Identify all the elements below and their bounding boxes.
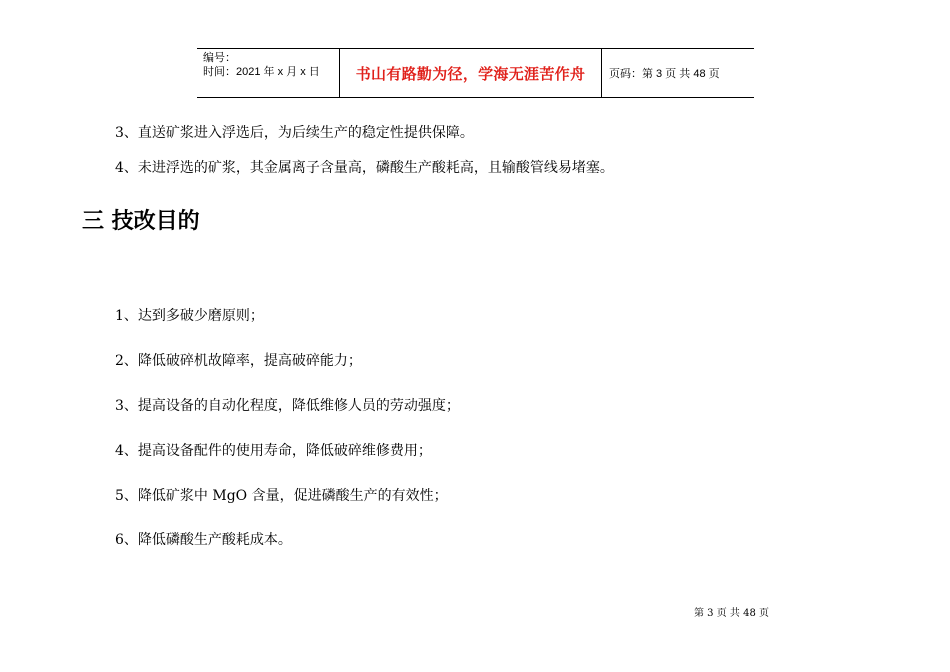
header-meta	[197, 49, 340, 97]
objective-item: 6、降低磷酸生产酸耗成本。	[115, 532, 292, 548]
header-page-code: 页码：第 3 页 共 48 页	[609, 68, 720, 80]
list-item: 3、直送矿浆进入浮选后，为后续生产的稳定性提供保障。	[115, 125, 474, 141]
date-label: 时间：2021 年 x 月 x 日	[203, 66, 320, 78]
objective-item: 2、降低破碎机故障率，提高破碎能力；	[115, 353, 362, 369]
section-title: 三 技改目的	[82, 209, 200, 234]
objective-item: 1、达到多破少磨原则；	[115, 308, 264, 324]
serial-number-label: 编号：	[203, 52, 236, 64]
header-motto: 书山有路勤为径，学海无涯苦作舟	[355, 64, 586, 83]
list-item: 4、未进浮选的矿浆，其金属离子含量高，磷酸生产酸耗高，且输酸管线易堵塞。	[115, 160, 614, 176]
page-header	[197, 48, 754, 98]
header-page-code-cell	[602, 49, 754, 97]
objective-item: 5、降低矿浆中 MgO 含量，促进磷酸生产的有效性；	[115, 488, 448, 504]
page-footer: 第 3 页 共 48 页	[694, 608, 769, 619]
objective-item: 3、提高设备的自动化程度，降低维修人员的劳动强度；	[115, 398, 460, 414]
objective-item: 4、提高设备配件的使用寿命，降低破碎维修费用；	[115, 443, 432, 459]
header-motto-cell	[340, 49, 602, 97]
